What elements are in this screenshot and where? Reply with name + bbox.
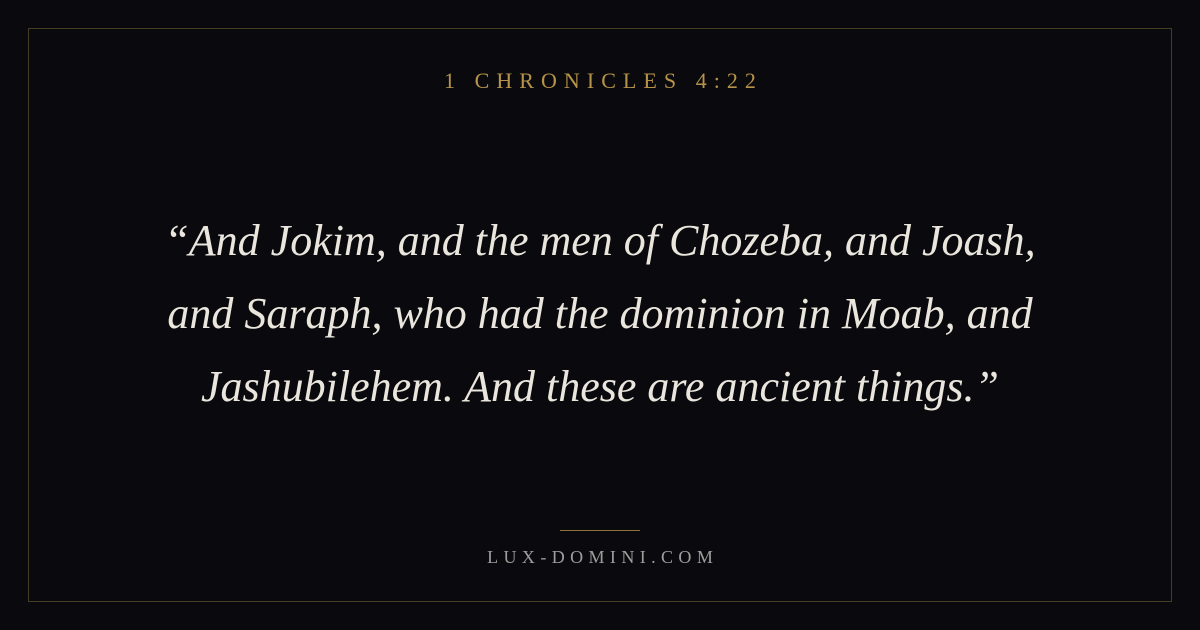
site-url: LUX-DOMINI.COM [487,547,719,567]
verse-quote-line: and Saraph, who had the dominion in Moab, and [167,289,1033,338]
verse-quote-text [0,204,1200,423]
footer-divider-line [560,530,640,531]
verse-quote-line: “And Jokim, and the men of Chozeba, and Joash, [164,216,1036,265]
verse-quote-line: Jashubilehem. And these are ancient things.” [201,362,999,411]
verse-reference: 1 CHRONICLES 4:22 [444,68,763,93]
